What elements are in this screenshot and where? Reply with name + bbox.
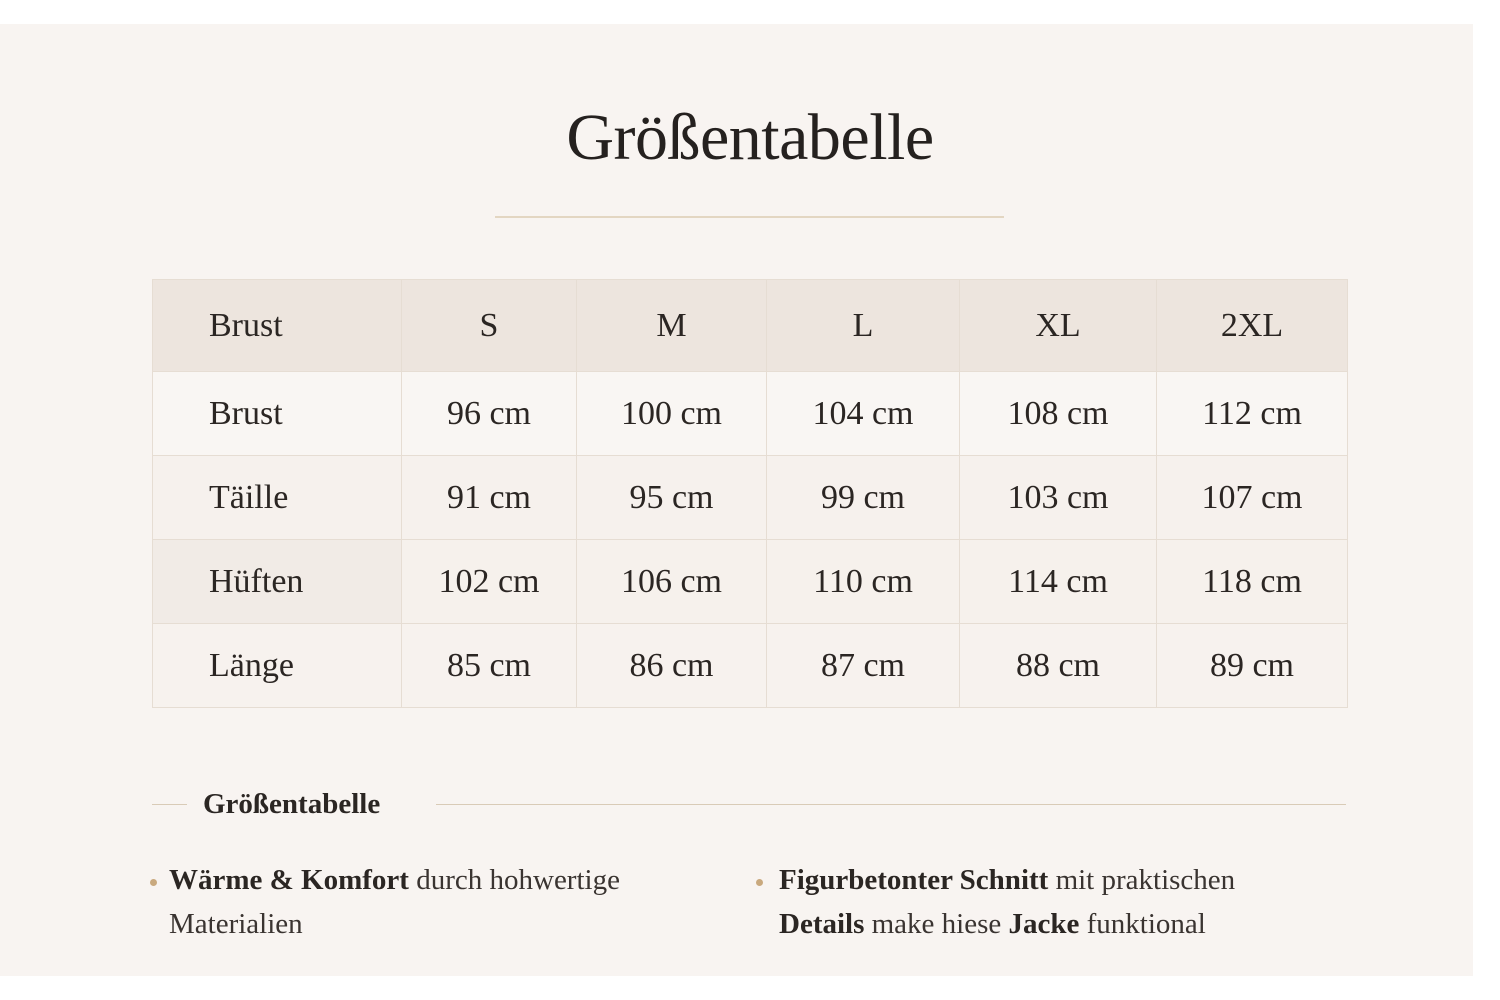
table-row bbox=[153, 624, 1348, 708]
table-cell: 103 cm bbox=[960, 456, 1157, 540]
feature-item-comfort bbox=[169, 858, 729, 946]
row-label-cell: Länge bbox=[153, 624, 402, 708]
table-cell: 112 cm bbox=[1157, 372, 1348, 456]
table-header-row bbox=[153, 280, 1348, 372]
feature-text: make hiese bbox=[864, 908, 1009, 940]
table-cell: 88 cm bbox=[960, 624, 1157, 708]
feature-item-fit bbox=[779, 858, 1379, 946]
table-row bbox=[153, 456, 1348, 540]
section-heading: Größentabelle bbox=[203, 788, 381, 820]
table-cell: 100 cm bbox=[577, 372, 767, 456]
feature-text: Materialien bbox=[169, 908, 303, 940]
title-divider bbox=[495, 216, 1004, 218]
table-cell: 86 cm bbox=[577, 624, 767, 708]
feature-text: funktional bbox=[1079, 908, 1206, 940]
header-cell-size-s: S bbox=[402, 280, 577, 372]
feature-text: durch hohwertige bbox=[408, 864, 620, 896]
table-cell: 85 cm bbox=[402, 624, 577, 708]
header-cell-size-xl: XL bbox=[960, 280, 1157, 372]
table-cell: 118 cm bbox=[1157, 540, 1348, 624]
section-divider-left bbox=[152, 804, 187, 805]
table-cell: 99 cm bbox=[767, 456, 960, 540]
bullet-icon bbox=[756, 879, 763, 886]
table-cell: 95 cm bbox=[577, 456, 767, 540]
header-cell-label: Brust bbox=[153, 280, 402, 372]
page-title: Größentabelle bbox=[566, 101, 934, 174]
table-cell: 104 cm bbox=[767, 372, 960, 456]
table-row bbox=[153, 540, 1348, 624]
row-label-cell: Hüften bbox=[153, 540, 402, 624]
header-cell-size-m: M bbox=[577, 280, 767, 372]
section-divider-right bbox=[436, 804, 1346, 805]
table-cell: 96 cm bbox=[402, 372, 577, 456]
feature-bold-text: Figurbetonter Schnitt bbox=[779, 864, 1049, 896]
feature-bold-text: Details bbox=[779, 908, 865, 940]
bullet-icon bbox=[150, 879, 157, 886]
table-cell: 91 cm bbox=[402, 456, 577, 540]
table-cell: 107 cm bbox=[1157, 456, 1348, 540]
table-cell: 108 cm bbox=[960, 372, 1157, 456]
table-cell: 102 cm bbox=[402, 540, 577, 624]
header-cell-size-l: L bbox=[767, 280, 960, 372]
table-row bbox=[153, 372, 1348, 456]
row-label-cell: Brust bbox=[153, 372, 402, 456]
feature-bold-text: Wärme & Komfort bbox=[169, 864, 409, 896]
table-cell: 114 cm bbox=[960, 540, 1157, 624]
row-label-cell: Täille bbox=[153, 456, 402, 540]
table-cell: 89 cm bbox=[1157, 624, 1348, 708]
feature-bold-text: Jacke bbox=[1008, 908, 1080, 940]
table-cell: 106 cm bbox=[577, 540, 767, 624]
header-cell-size-2xl: 2XL bbox=[1157, 280, 1348, 372]
table-cell: 110 cm bbox=[767, 540, 960, 624]
size-chart-table bbox=[152, 279, 1348, 708]
table-cell: 87 cm bbox=[767, 624, 960, 708]
feature-text: mit praktischen bbox=[1048, 864, 1236, 896]
